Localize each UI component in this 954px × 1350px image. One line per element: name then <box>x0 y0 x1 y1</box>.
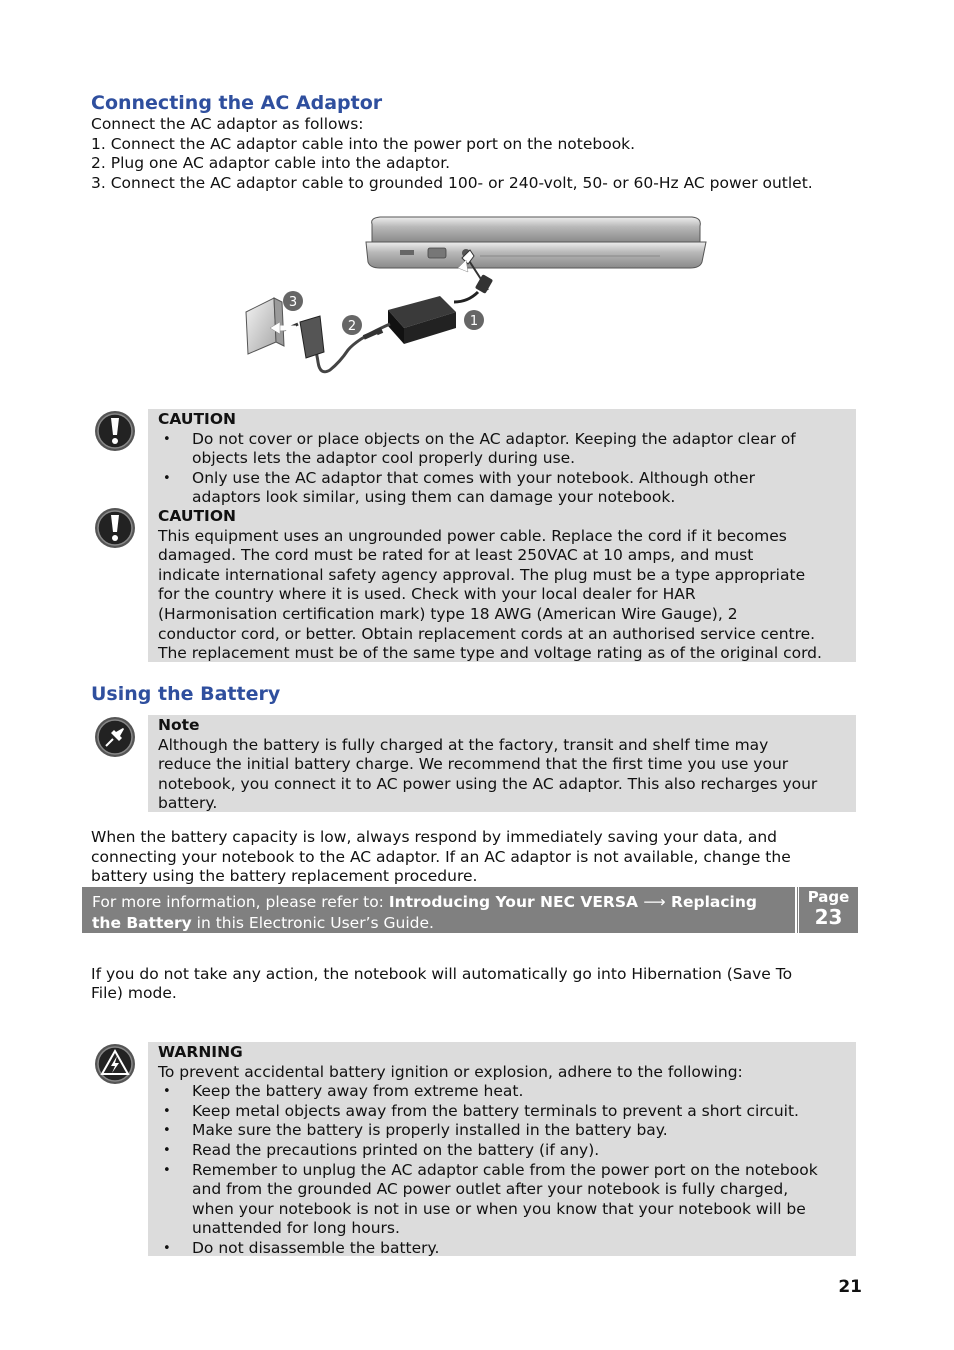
paragraph-line: If you do not take any action, the notebook will automatically go into Hibernation (Save To <box>91 965 793 983</box>
section-title-ac-adaptor: Connecting the AC Adaptor <box>91 92 383 114</box>
divider <box>797 887 798 933</box>
list-item: • Keep metal objects away from the battery terminals to prevent a short circuit. <box>158 1102 848 1122</box>
warning-list <box>158 1082 848 1258</box>
page-reference-label: Page <box>807 888 850 906</box>
note-heading: Note <box>158 716 200 734</box>
paragraph-line: File) mode. <box>91 984 177 1002</box>
paragraph-line: When the battery capacity is low, always respond by immediately saving your data, and <box>91 828 777 846</box>
page-reference-button[interactable] <box>799 887 858 933</box>
caution-heading: CAUTION <box>158 507 236 525</box>
ac-adaptor-illustration <box>240 212 720 384</box>
caution-box <box>148 409 856 506</box>
svg-text:1: 1 <box>469 314 479 329</box>
callout-3 <box>283 291 303 311</box>
step-2: 2. Plug one AC adaptor cable into the adaptor. <box>91 154 451 172</box>
note-pin-icon <box>94 716 136 758</box>
cross-reference-bar: For more information, please refer to: Introducing Your NEC VERSA ⟶ Replacing the Battery in this Electronic User’s Guide. <box>82 887 795 933</box>
list-item: • Remember to unplug the AC adaptor cable from the power port on the notebook and from the grounded AC power outlet after your notebook is fully charged, when your notebook is not in use or when you know that your notebook will be unattended for long hours. <box>158 1161 848 1239</box>
note-box <box>148 715 856 812</box>
callout-1 <box>464 310 484 330</box>
warning-icon <box>94 1043 136 1085</box>
list-item: • Read the precautions printed on the battery (if any). <box>158 1141 848 1161</box>
svg-text:3: 3 <box>288 295 298 310</box>
caution-icon <box>94 507 136 549</box>
step-1: 1. Connect the AC adaptor cable into the power port on the notebook. <box>91 135 636 153</box>
list-item: • Only use the AC adaptor that comes with your notebook. Although other adaptors look similar, using them can damage your notebook. <box>158 469 848 508</box>
warning-heading: WARNING <box>158 1043 243 1061</box>
list-item: • Do not cover or place objects on the AC adaptor. Keeping the adaptor clear of objects lets the adaptor cool properly during use. <box>158 430 848 469</box>
warning-box <box>148 1042 856 1256</box>
caution-list <box>158 430 848 508</box>
section-title-battery: Using the Battery <box>91 683 281 705</box>
caution-box <box>148 506 856 662</box>
paragraph-line: battery using the battery replacement procedure. <box>91 867 478 885</box>
step-3: 3. Connect the AC adaptor cable to grounded 100- or 240-volt, 50- or 60-Hz AC power outlet. <box>91 174 813 192</box>
list-item: • Make sure the battery is properly installed in the battery bay. <box>158 1121 848 1141</box>
list-item: • Keep the battery away from extreme heat. <box>158 1082 848 1102</box>
caution-text: This equipment uses an ungrounded power cable. Replace the cord if it becomes damaged. The cord must be rated for at least 250VAC at 10 amps, and must indicate international safety agency approval. The plug must be a type appropriate for the country where it is used. Check with your local dealer for HAR (Harmonisation certification mark) type 18 AWG (American Wire Gauge), 2 conductor cord, or better. Obtain replacement cords at an authorised service centre. The replacement must be of the same type and voltage rating as of the original cord. <box>158 526 822 663</box>
reference-link[interactable]: Introducing Your NEC VERSA ⟶ Replacing <box>388 893 757 911</box>
svg-text:2: 2 <box>347 319 357 334</box>
warning-intro: To prevent accidental battery ignition or explosion, adhere to the following: <box>158 1062 743 1081</box>
intro-text: Connect the AC adaptor as follows: <box>91 115 364 133</box>
page-number: 21 <box>838 1277 862 1297</box>
page-reference-number: 23 <box>814 905 843 929</box>
list-item: • Do not disassemble the battery. <box>158 1239 848 1259</box>
paragraph-line: connecting your notebook to the AC adaptor. If an AC adaptor is not available, change the <box>91 848 791 866</box>
callout-2 <box>342 315 362 335</box>
note-text: Although the battery is fully charged at the factory, transit and shelf time may reduce the initial battery charge. We recommend that the first time you use your notebook, you connect it to AC power using the AC adaptor. This also recharges your battery. <box>158 735 818 813</box>
caution-heading: CAUTION <box>158 410 236 428</box>
caution-icon <box>94 410 136 452</box>
